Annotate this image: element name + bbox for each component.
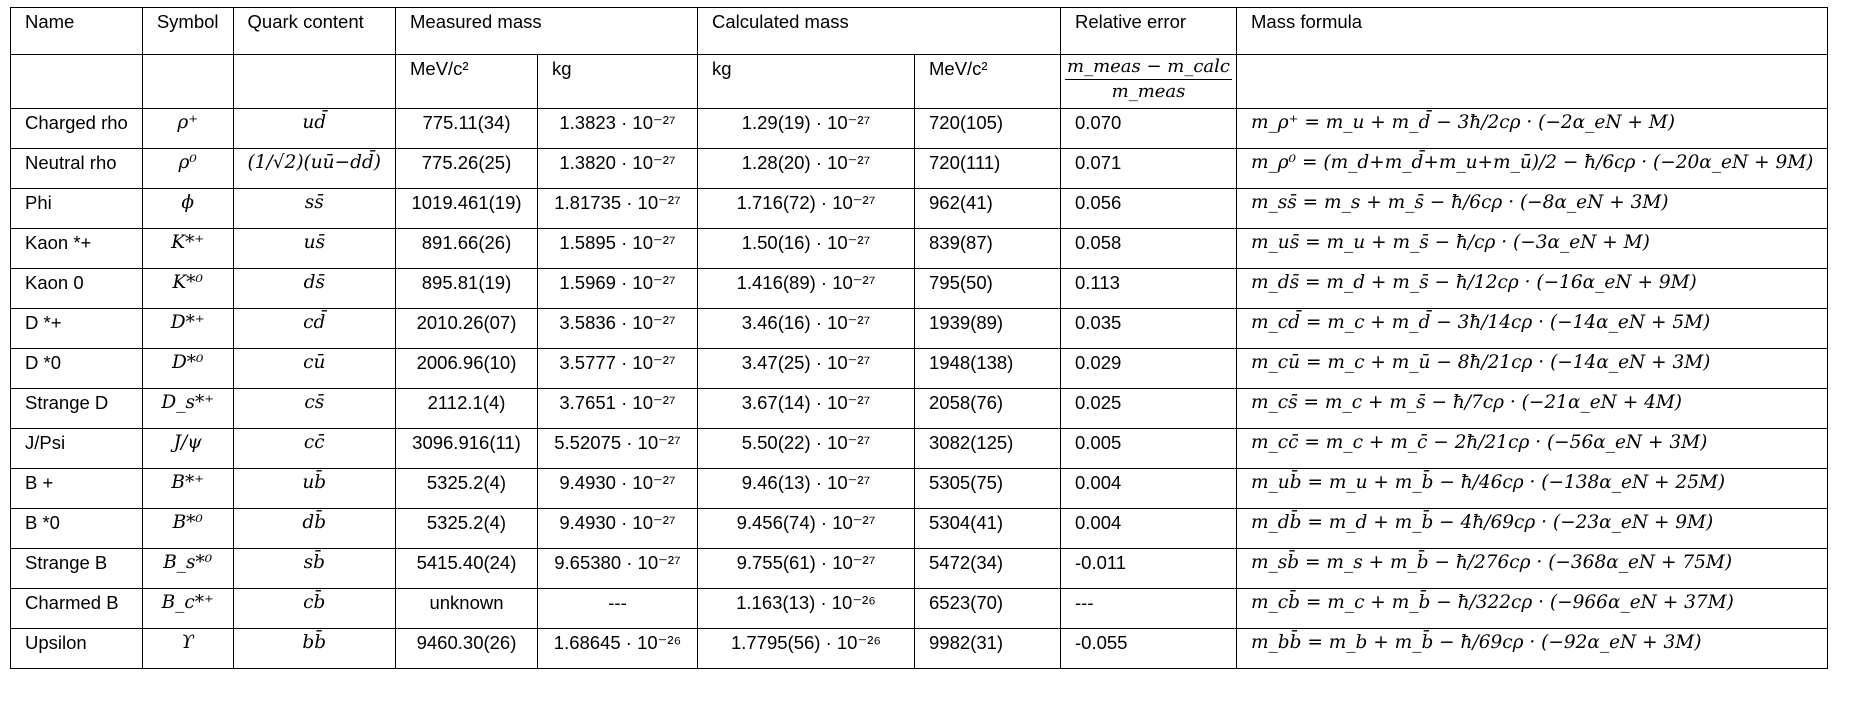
name-cell: Strange D	[11, 389, 143, 429]
calculated-kg-cell: 3.67(14) · 10⁻²⁷	[698, 389, 915, 429]
quark-content-cell: (1/√2)(uū−dd̄)	[233, 149, 395, 189]
relative-error-cell: -0.011	[1061, 549, 1237, 589]
relative-error-cell: 0.004	[1061, 469, 1237, 509]
measured-kg-cell: 3.7651 · 10⁻²⁷	[538, 389, 698, 429]
measured-kg-cell: 3.5836 · 10⁻²⁷	[538, 309, 698, 349]
symbol-cell: ρ⁰	[142, 149, 233, 189]
calculated-mev-cell: 720(111)	[915, 149, 1061, 189]
mass-formula-cell: m_cs̄ = m_c + m_s̄ − ħ/7cρ · (−21α_eN + 4M)	[1237, 389, 1828, 429]
measured-mev-cell: 3096.916(11)	[396, 429, 538, 469]
relative-error-cell: 0.025	[1061, 389, 1237, 429]
name-cell: Upsilon	[11, 629, 143, 669]
table-row	[11, 629, 1828, 669]
table-row	[11, 109, 1828, 149]
measured-mev-cell: 891.66(26)	[396, 229, 538, 269]
measured-kg-cell: ---	[538, 589, 698, 629]
data-rows	[11, 109, 1828, 669]
symbol-cell: ϕ	[142, 189, 233, 229]
calculated-kg-cell: 3.47(25) · 10⁻²⁷	[698, 349, 915, 389]
calculated-mev-cell: 795(50)	[915, 269, 1061, 309]
calculated-mev-cell: 720(105)	[915, 109, 1061, 149]
units-cell-formula	[1237, 55, 1828, 109]
name-cell: Neutral rho	[11, 149, 143, 189]
quark-content-cell: cb̄	[233, 589, 395, 629]
calculated-kg-cell: 9.755(61) · 10⁻²⁷	[698, 549, 915, 589]
quark-content-cell: ds̄	[233, 269, 395, 309]
relative-error-cell: 0.071	[1061, 149, 1237, 189]
table-row	[11, 549, 1828, 589]
calculated-kg-cell: 1.50(16) · 10⁻²⁷	[698, 229, 915, 269]
table-row	[11, 229, 1828, 269]
measured-kg-cell: 1.3820 · 10⁻²⁷	[538, 149, 698, 189]
calculated-kg-cell: 1.29(19) · 10⁻²⁷	[698, 109, 915, 149]
table-row	[11, 589, 1828, 629]
relative-error-cell: 0.070	[1061, 109, 1237, 149]
unit-measured-mev: MeV/c²	[396, 55, 538, 109]
calculated-kg-cell: 1.416(89) · 10⁻²⁷	[698, 269, 915, 309]
header-name: Name	[11, 8, 143, 55]
quark-content-cell: ub̄	[233, 469, 395, 509]
calculated-kg-cell: 5.50(22) · 10⁻²⁷	[698, 429, 915, 469]
measured-mev-cell: 2010.26(07)	[396, 309, 538, 349]
measured-kg-cell: 1.3823 · 10⁻²⁷	[538, 109, 698, 149]
measured-kg-cell: 1.68645 · 10⁻²⁶	[538, 629, 698, 669]
header-calculated-mass: Calculated mass	[698, 8, 1061, 55]
calculated-mev-cell: 1939(89)	[915, 309, 1061, 349]
calculated-kg-cell: 9.46(13) · 10⁻²⁷	[698, 469, 915, 509]
relative-error-cell: 0.056	[1061, 189, 1237, 229]
symbol-cell: K*⁰	[142, 269, 233, 309]
calculated-kg-cell: 1.7795(56) · 10⁻²⁶	[698, 629, 915, 669]
mass-formula-cell: m_ρ⁰ = (m_d+m_d̄+m_u+m_ū)/2 − ħ/6cρ · (−20α_eN + 9M)	[1237, 149, 1828, 189]
measured-kg-cell: 1.5969 · 10⁻²⁷	[538, 269, 698, 309]
mass-formula-cell: m_ub̄ = m_u + m_b̄ − ħ/46cρ · (−138α_eN + 25M)	[1237, 469, 1828, 509]
relative-error-cell: 0.035	[1061, 309, 1237, 349]
calculated-mev-cell: 9982(31)	[915, 629, 1061, 669]
name-cell: Charmed B	[11, 589, 143, 629]
measured-mev-cell: 775.26(25)	[396, 149, 538, 189]
unit-measured-kg: kg	[538, 55, 698, 109]
measured-mev-cell: 775.11(34)	[396, 109, 538, 149]
symbol-cell: D*⁰	[142, 349, 233, 389]
mass-formula-cell: m_db̄ = m_d + m_b̄ − 4ħ/69cρ · (−23α_eN + 9M)	[1237, 509, 1828, 549]
name-cell: Strange B	[11, 549, 143, 589]
quark-content-cell: cs̄	[233, 389, 395, 429]
measured-kg-cell: 9.4930 · 10⁻²⁷	[538, 469, 698, 509]
measured-mev-cell: unknown	[396, 589, 538, 629]
calculated-mev-cell: 1948(138)	[915, 349, 1061, 389]
table-row	[11, 469, 1828, 509]
name-cell: Charged rho	[11, 109, 143, 149]
table-row	[11, 429, 1828, 469]
measured-kg-cell: 1.81735 · 10⁻²⁷	[538, 189, 698, 229]
calculated-mev-cell: 839(87)	[915, 229, 1061, 269]
meson-mass-table	[10, 7, 1828, 669]
mass-formula-cell: m_bb̄ = m_b + m_b̄ − ħ/69cρ · (−92α_eN + 3M)	[1237, 629, 1828, 669]
table-row	[11, 389, 1828, 429]
units-cell-quark	[233, 55, 395, 109]
name-cell: D *+	[11, 309, 143, 349]
quark-content-cell: us̄	[233, 229, 395, 269]
mass-formula-cell: m_cd̄ = m_c + m_d̄ − 3ħ/14cρ · (−14α_eN + 5M)	[1237, 309, 1828, 349]
table-row	[11, 269, 1828, 309]
calculated-mev-cell: 5472(34)	[915, 549, 1061, 589]
name-cell: Kaon *+	[11, 229, 143, 269]
symbol-cell: K*⁺	[142, 229, 233, 269]
table-row	[11, 149, 1828, 189]
calculated-kg-cell: 1.28(20) · 10⁻²⁷	[698, 149, 915, 189]
mass-formula-cell: m_cb̄ = m_c + m_b̄ − ħ/322cρ · (−966α_eN + 37M)	[1237, 589, 1828, 629]
symbol-cell: D*⁺	[142, 309, 233, 349]
relative-error-cell: 0.005	[1061, 429, 1237, 469]
mass-formula-cell: m_ss̄ = m_s + m_s̄ − ħ/6cρ · (−8α_eN + 3M)	[1237, 189, 1828, 229]
measured-mev-cell: 5415.40(24)	[396, 549, 538, 589]
relative-error-formula	[1061, 55, 1237, 109]
calculated-mev-cell: 962(41)	[915, 189, 1061, 229]
table-row	[11, 509, 1828, 549]
table-row	[11, 309, 1828, 349]
relative-error-cell: ---	[1061, 589, 1237, 629]
symbol-cell: B_s*⁰	[142, 549, 233, 589]
measured-mev-cell: 895.81(19)	[396, 269, 538, 309]
measured-mev-cell: 5325.2(4)	[396, 469, 538, 509]
mass-formula-cell: m_cc̄ = m_c + m_c̄ − 2ħ/21cρ · (−56α_eN + 3M)	[1237, 429, 1828, 469]
relative-error-cell: 0.004	[1061, 509, 1237, 549]
name-cell: D *0	[11, 349, 143, 389]
unit-calculated-kg: kg	[698, 55, 915, 109]
units-cell-symbol	[142, 55, 233, 109]
quark-content-cell: db̄	[233, 509, 395, 549]
name-cell: Phi	[11, 189, 143, 229]
calculated-mev-cell: 3082(125)	[915, 429, 1061, 469]
name-cell: Kaon 0	[11, 269, 143, 309]
name-cell: B *0	[11, 509, 143, 549]
quark-content-cell: bb̄	[233, 629, 395, 669]
relative-error-cell: 0.113	[1061, 269, 1237, 309]
calculated-mev-cell: 5304(41)	[915, 509, 1061, 549]
symbol-cell: J/ψ	[142, 429, 233, 469]
relative-error-fraction	[1065, 55, 1232, 104]
header-row	[11, 8, 1828, 55]
mass-formula-cell: m_ds̄ = m_d + m_s̄ − ħ/12cρ · (−16α_eN + 9M)	[1237, 269, 1828, 309]
symbol-cell: B_c*⁺	[142, 589, 233, 629]
header-symbol: Symbol	[142, 8, 233, 55]
symbol-cell: B*⁰	[142, 509, 233, 549]
calculated-kg-cell: 1.163(13) · 10⁻²⁶	[698, 589, 915, 629]
calculated-kg-cell: 9.456(74) · 10⁻²⁷	[698, 509, 915, 549]
relative-error-cell: -0.055	[1061, 629, 1237, 669]
name-cell: J/Psi	[11, 429, 143, 469]
relative-error-denominator: m_meas	[1111, 81, 1186, 102]
measured-kg-cell: 9.65380 · 10⁻²⁷	[538, 549, 698, 589]
header-measured-mass: Measured mass	[396, 8, 698, 55]
measured-mev-cell: 2112.1(4)	[396, 389, 538, 429]
name-cell: B +	[11, 469, 143, 509]
calculated-mev-cell: 2058(76)	[915, 389, 1061, 429]
symbol-cell: D_s*⁺	[142, 389, 233, 429]
measured-kg-cell: 1.5895 · 10⁻²⁷	[538, 229, 698, 269]
quark-content-cell: cū	[233, 349, 395, 389]
quark-content-cell: cd̄	[233, 309, 395, 349]
quark-content-cell: ss̄	[233, 189, 395, 229]
symbol-cell: ϒ	[142, 629, 233, 669]
calculated-mev-cell: 6523(70)	[915, 589, 1061, 629]
measured-mev-cell: 5325.2(4)	[396, 509, 538, 549]
calculated-mev-cell: 5305(75)	[915, 469, 1061, 509]
table-row	[11, 349, 1828, 389]
measured-kg-cell: 3.5777 · 10⁻²⁷	[538, 349, 698, 389]
header-mass-formula: Mass formula	[1237, 8, 1828, 55]
mass-formula-cell: m_us̄ = m_u + m_s̄ − ħ/cρ · (−3α_eN + M)	[1237, 229, 1828, 269]
measured-mev-cell: 1019.461(19)	[396, 189, 538, 229]
symbol-cell: B*⁺	[142, 469, 233, 509]
calculated-kg-cell: 1.716(72) · 10⁻²⁷	[698, 189, 915, 229]
measured-mev-cell: 9460.30(26)	[396, 629, 538, 669]
header-quark-content: Quark content	[233, 8, 395, 55]
symbol-cell: ρ⁺	[142, 109, 233, 149]
unit-calculated-mev: MeV/c²	[915, 55, 1061, 109]
measured-kg-cell: 9.4930 · 10⁻²⁷	[538, 509, 698, 549]
units-cell-name	[11, 55, 143, 109]
quark-content-cell: cc̄	[233, 429, 395, 469]
relative-error-cell: 0.029	[1061, 349, 1237, 389]
quark-content-cell: sb̄	[233, 549, 395, 589]
mass-formula-cell: m_cū = m_c + m_ū − 8ħ/21cρ · (−14α_eN + 3M)	[1237, 349, 1828, 389]
relative-error-numerator: m_meas − m_calc	[1065, 55, 1232, 80]
calculated-kg-cell: 3.46(16) · 10⁻²⁷	[698, 309, 915, 349]
units-row	[11, 55, 1828, 109]
mass-formula-cell: m_sb̄ = m_s + m_b̄ − ħ/276cρ · (−368α_eN + 75M)	[1237, 549, 1828, 589]
quark-content-cell: ud̄	[233, 109, 395, 149]
measured-kg-cell: 5.52075 · 10⁻²⁷	[538, 429, 698, 469]
measured-mev-cell: 2006.96(10)	[396, 349, 538, 389]
header-relative-error: Relative error	[1061, 8, 1237, 55]
table-row	[11, 189, 1828, 229]
mass-formula-cell: m_ρ⁺ = m_u + m_d̄ − 3ħ/2cρ · (−2α_eN + M)	[1237, 109, 1828, 149]
relative-error-cell: 0.058	[1061, 229, 1237, 269]
